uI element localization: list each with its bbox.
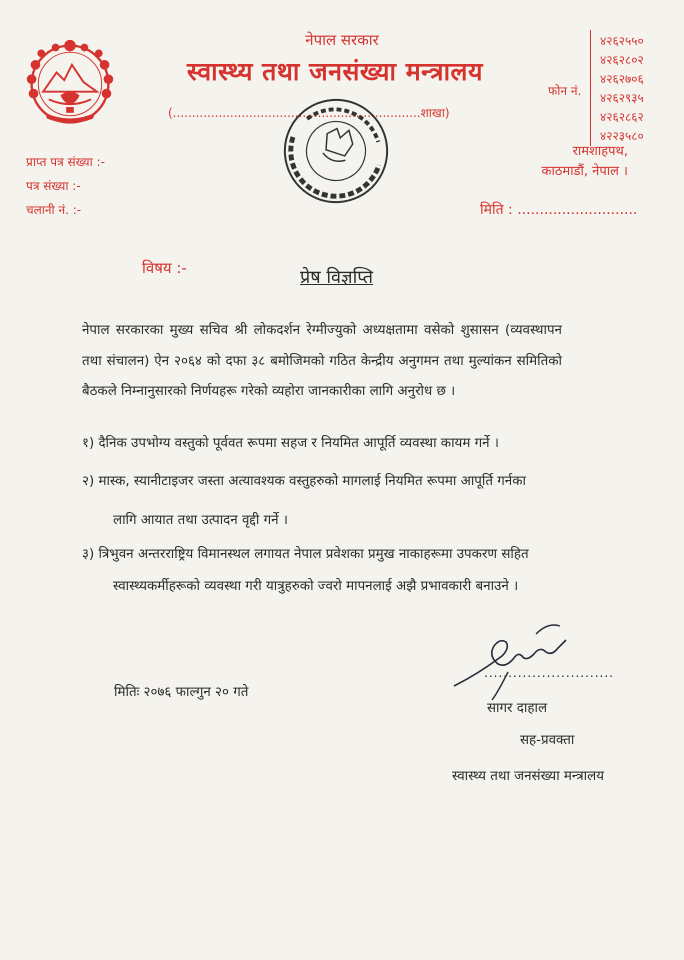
decision-item-1: १) दैनिक उपभोग्य वस्तुको पूर्ववत रूपमा सहज र नियमित आपूर्ति व्यवस्था कायम गर्ने । xyxy=(82,436,499,451)
phone-number: ४२२३५८० xyxy=(600,129,644,143)
phone-number: ४२६२५५० xyxy=(600,34,644,48)
ministry-address xyxy=(480,142,628,182)
phone-number: ४२६२७०६ xyxy=(600,72,644,86)
official-stamp-icon xyxy=(277,92,395,210)
address-line: काठमाडौं, नेपाल । xyxy=(541,164,628,179)
decision-item-2-continued: लागि आयात तथा उत्पादन वृद्दी गर्ने । xyxy=(113,513,288,528)
government-heading: नेपाल सरकार xyxy=(305,31,379,49)
ministry-title: स्वास्थ्य तथा जनसंख्या मन्त्रालय xyxy=(186,57,483,86)
signature-icon xyxy=(448,612,598,702)
header-date-field: मिति : ........................... xyxy=(480,202,638,218)
letter-number-label: पत्र संख्या :- xyxy=(26,179,81,193)
body-paragraph: नेपाल सरकारका मुख्य सचिव श्री लोकदर्शन रेग्मीज्युको अध्यक्षतामा वसेको शुसासन (व्यवस्थापन तथा संचालन) ऐन २०६४ को दफा ३८ बमोजिमको गठित केन्द्रीय अनुगमन तथा मुल्यांकन समितिको बैठकले निम्नानुसारको निर्णयहरू गरेको व्यहोरा जानकारीका लागि अनुरोध छ । xyxy=(82,323,562,399)
received-letter-number-label: प्राप्त पत्र संख्या :- xyxy=(26,155,105,169)
dispatch-number-label: चलानी नं. :- xyxy=(26,203,82,217)
phone-number-list xyxy=(600,32,644,146)
signer-role: सह-प्रवक्ता xyxy=(520,733,575,748)
signer-ministry: स्वास्थ्य तथा जनसंख्या मन्त्रालय xyxy=(452,769,604,784)
press-release-title: प्रेष विज्ञप्ति xyxy=(300,267,374,288)
phone-number: ४२६२८६२ xyxy=(600,110,644,124)
decision-item-2: २) मास्क, स्यानीटाइजर जस्ता अत्यावश्यक वस्तुहरुको मागलाई नियमित रूपमा आपूर्ति गर्नका xyxy=(82,474,526,489)
signer-name: सागर दाहाल xyxy=(487,701,548,716)
branch-line: (.................................................................शाखा) xyxy=(168,106,450,120)
decision-item-3: ३) त्रिभुवन अन्तरराष्ट्रिय विमानस्थल लगायत नेपाल प्रवेशका प्रमुख नाकाहरूमा उपकरण सहित xyxy=(82,547,529,562)
phone-number: ४२६२९३५ xyxy=(600,91,644,105)
subject-label: विषय :- xyxy=(142,259,187,277)
phone-label: फोन नं. xyxy=(548,84,582,98)
letter-date: मितिः २०७६ फाल्गुन २० गते xyxy=(114,685,249,700)
nepal-emblem-icon xyxy=(22,36,118,132)
reference-fields xyxy=(26,150,105,222)
signature-line: ........................... xyxy=(484,666,614,680)
phone-number: ४२६२८०२ xyxy=(600,53,644,67)
decision-item-3-continued: स्वास्थ्यकर्मीहरूको व्यवस्था गरी यात्रुहरुको ज्वरो मापनलाई अझै प्रभावकारी बनाउने । xyxy=(113,579,519,594)
address-line: रामशाहपथ, xyxy=(572,144,628,159)
